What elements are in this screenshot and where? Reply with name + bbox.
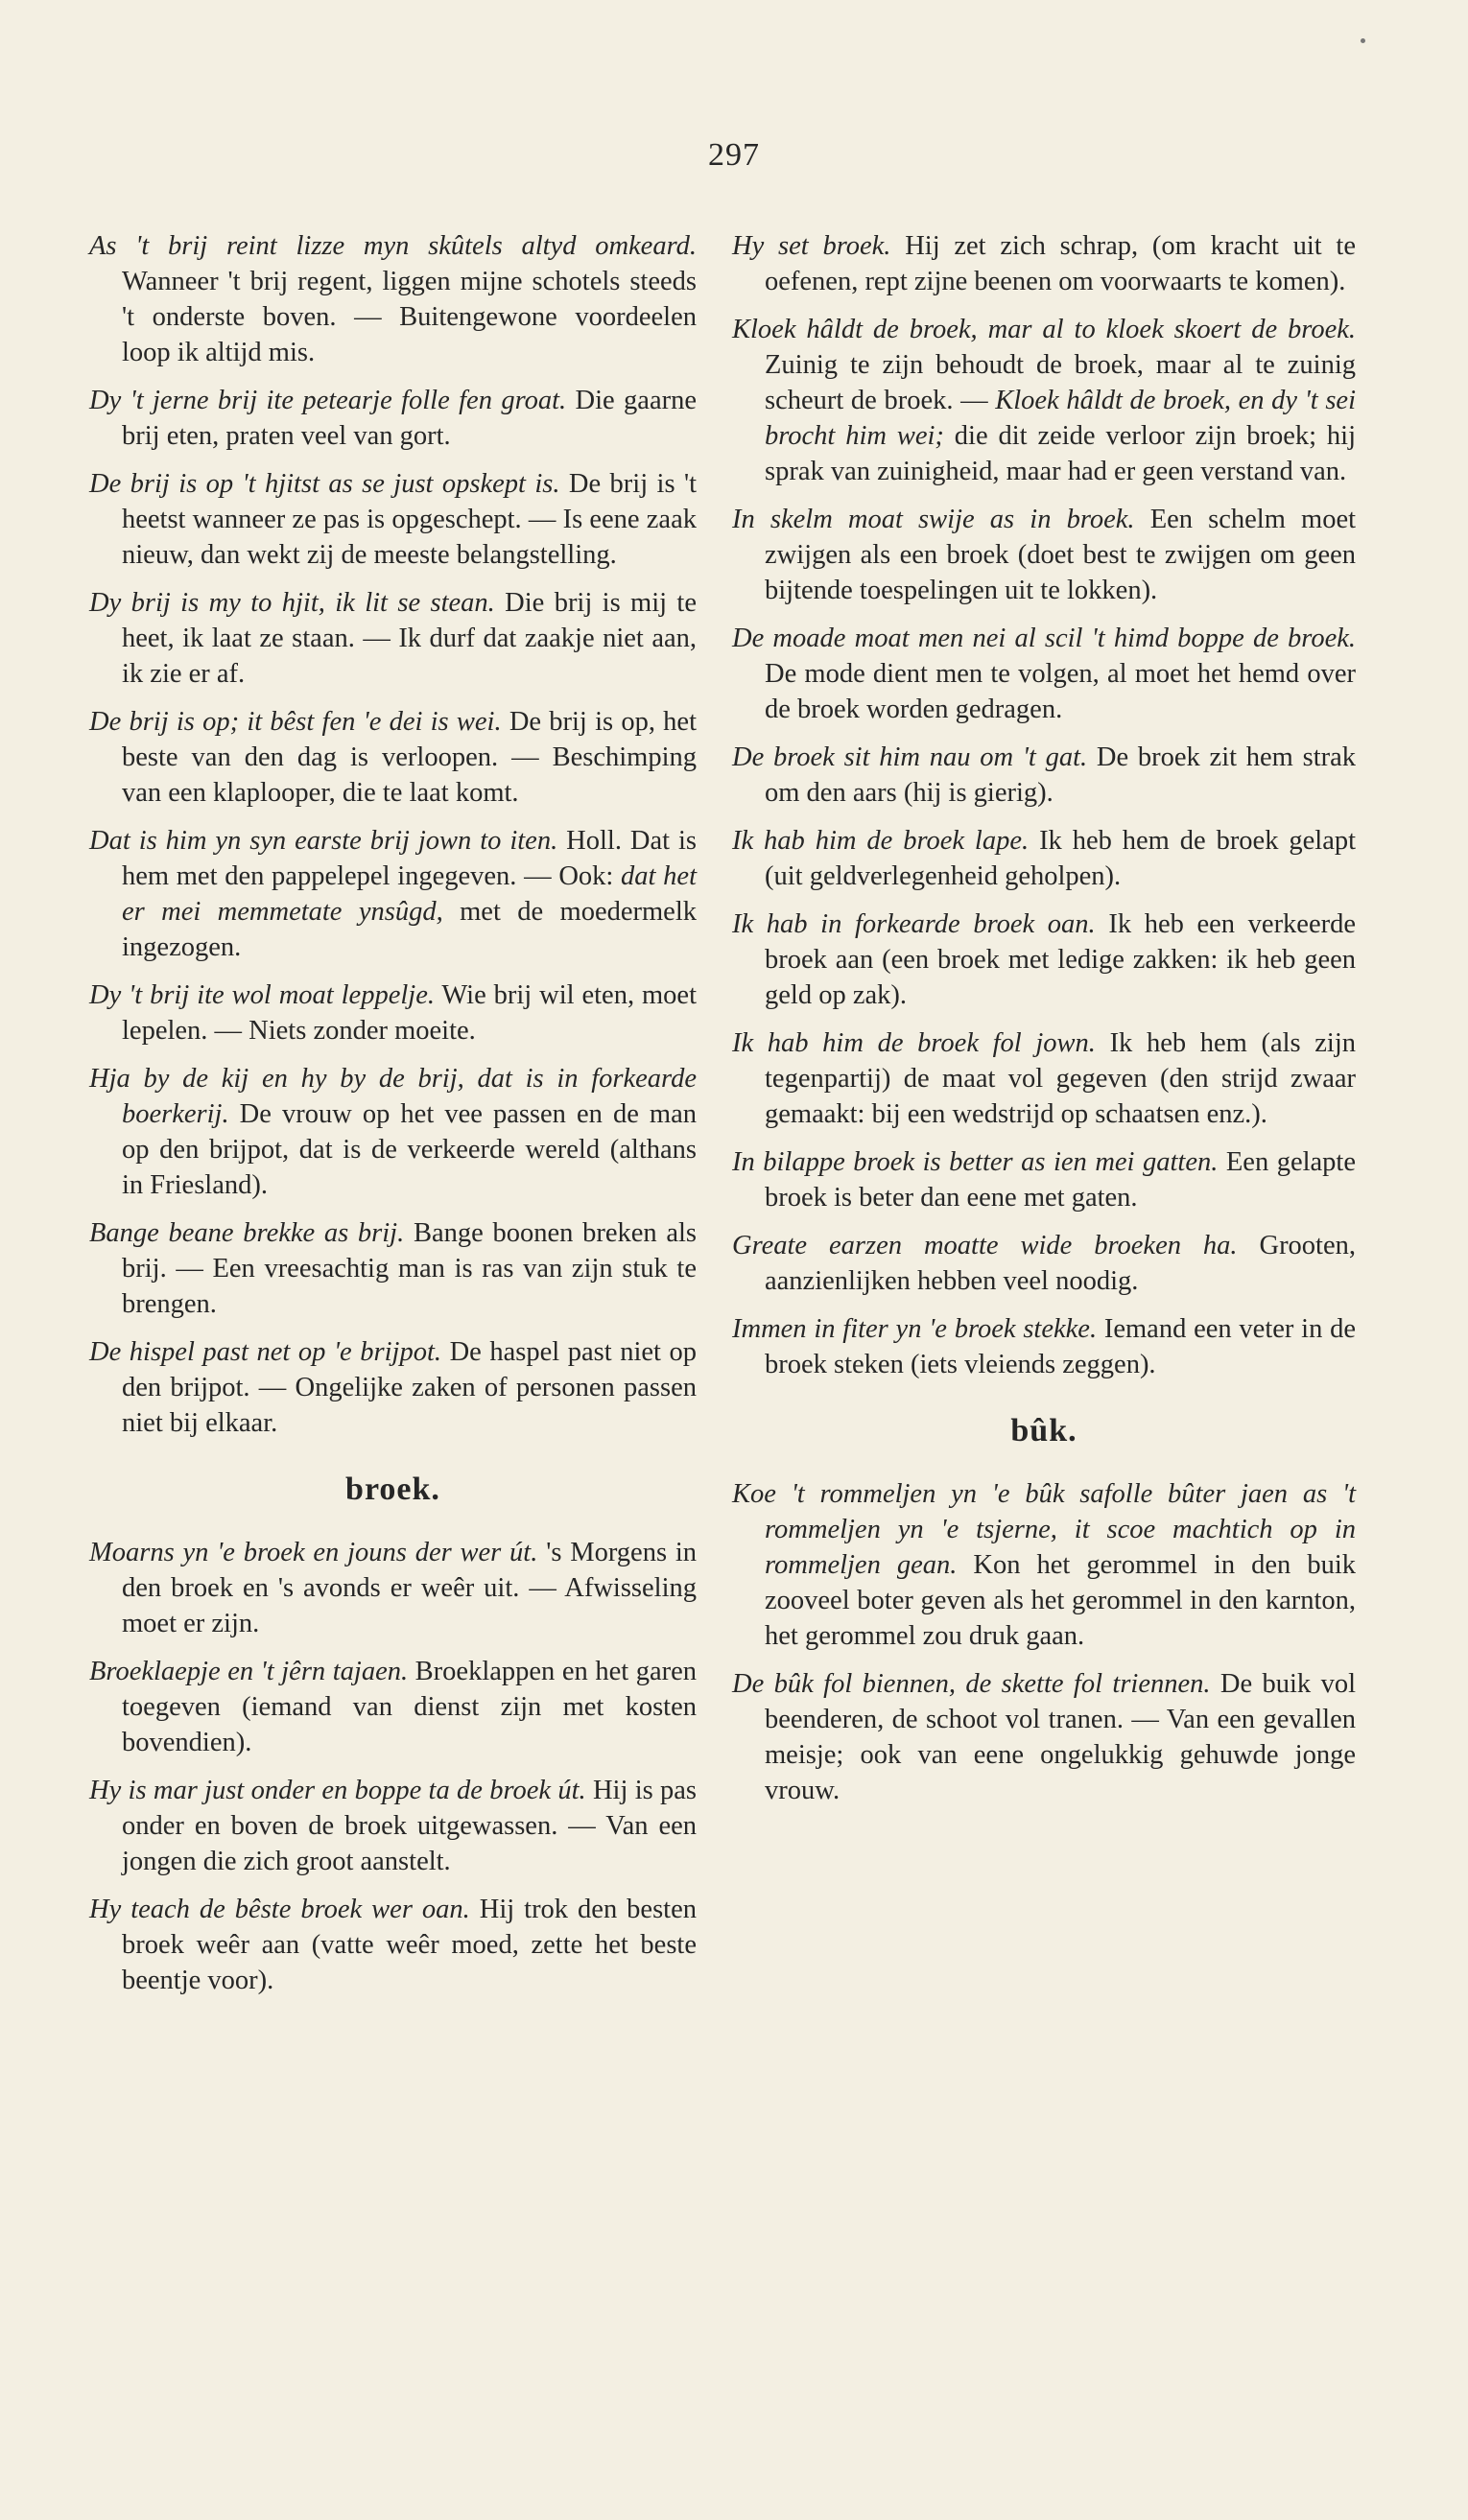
left-column bbox=[89, 228, 697, 2011]
proverb-variant-translation: die dit zeide verloor zijn broek; hij sprak van zuinigheid, maar had er geen verstand van. bbox=[765, 421, 1356, 486]
proverb-phrase: Hja by de kij en hy by de brij, dat is in forkearde boerkerij. bbox=[89, 1064, 697, 1129]
proverb-phrase: Koe 't rommeljen yn 'e bûk safolle bûter jaen as 't rommeljen yn 'e tsjerne, it scoe machtich op in rommeljen gean. bbox=[732, 1479, 1356, 1580]
proverb-translation: De broek zit hem strak om den aars (hij is gierig). bbox=[765, 742, 1357, 808]
proverb-entry bbox=[89, 1654, 697, 1760]
proverb-entry bbox=[732, 312, 1356, 489]
proverb-entry bbox=[732, 1311, 1356, 1382]
proverb-translation: Ik heb hem de broek gelapt (uit geldverlegenheid geholpen). bbox=[765, 826, 1357, 891]
proverb-phrase: Immen in fiter yn 'e broek stekke. bbox=[732, 1314, 1098, 1344]
proverb-entry bbox=[732, 823, 1356, 894]
proverb-entry bbox=[89, 1334, 697, 1441]
proverb-translation: Broeklappen en het garen toegeven (iemand van dienst zijn met kosten bovendien). bbox=[122, 1657, 698, 1757]
proverb-phrase: De brij is op 't hjitst as se just opskept is. bbox=[89, 469, 560, 499]
proverb-translation: Wanneer 't brij regent, liggen mijne schotels steeds 't onderste boven. — Buitengewone voordeelen loop ik altijd mis. bbox=[122, 267, 697, 367]
proverb-phrase: De moade moat men nei al scil 't himd boppe de broek. bbox=[732, 624, 1356, 653]
proverb-phrase: Dy brij is my to hjit, ik lit se stean. bbox=[89, 588, 495, 618]
proverb-entry bbox=[89, 466, 697, 573]
proverb-entry bbox=[89, 585, 697, 692]
proverb-phrase: Hy is mar just onder en boppe ta de broek út. bbox=[89, 1776, 586, 1805]
proverb-entry bbox=[89, 1215, 697, 1322]
proverb-phrase: As 't brij reint lizze myn skûtels altyd omkeard. bbox=[89, 231, 697, 261]
proverb-translation: Hij is pas onder en boven de broek uitgewassen. — Van een jongen die zich groot aanstelt. bbox=[122, 1776, 698, 1876]
proverb-entry bbox=[732, 1025, 1356, 1132]
proverb-phrase: Bange beane brekke as brij. bbox=[89, 1218, 405, 1248]
proverb-translation: Hij trok den besten broek weêr aan (vatte weêr moed, zette het beste beentje voor). bbox=[122, 1895, 697, 1995]
proverb-translation: De brij is 't heetst wanneer ze pas is opgeschept. — Is eene zaak nieuw, dan wekt zij de meeste belangstelling. bbox=[122, 469, 698, 570]
section-heading-buk: bûk. bbox=[1010, 1413, 1077, 1448]
proverb-translation: Iemand een veter in de broek steken (iets vleiends zeggen). bbox=[765, 1314, 1356, 1379]
proverb-phrase: In skelm moat swije as in broek. bbox=[732, 505, 1135, 534]
proverb-entry bbox=[89, 977, 697, 1048]
proverb-translation: Ik heb hem (als zijn tegenpartij) de maat vol gegeven (den strijd zwaar gemaakt: bij een wedstrijd op schaatsen enz.). bbox=[765, 1028, 1356, 1129]
proverb-entry bbox=[732, 621, 1356, 727]
corner-mark bbox=[1361, 38, 1365, 43]
proverb-translation: 's Morgens in den broek en 's avonds er weêr uit. — Afwisseling moet er zijn. bbox=[122, 1538, 698, 1638]
page-number: 297 bbox=[708, 137, 760, 173]
proverb-entry bbox=[89, 1061, 697, 1203]
proverb-entry bbox=[89, 383, 697, 454]
section-heading-broek: broek. bbox=[345, 1472, 440, 1507]
proverb-entry bbox=[89, 1892, 697, 1998]
proverb-entry bbox=[732, 228, 1356, 299]
proverb-translation: Een gelapte broek is beter dan eene met gaten. bbox=[765, 1147, 1357, 1213]
proverb-variant-phrase: dat het er mei memmetate ynsûgd, bbox=[122, 861, 697, 927]
proverb-entry bbox=[732, 740, 1356, 811]
proverb-phrase: De hispel past net op 'e brijpot. bbox=[89, 1337, 441, 1367]
proverb-phrase: Dy 't brij ite wol moat leppelje. bbox=[89, 980, 435, 1010]
proverb-entry bbox=[732, 1476, 1356, 1654]
proverb-phrase: In bilappe broek is better as ien mei gatten. bbox=[732, 1147, 1219, 1177]
proverb-variant-phrase: Kloek hâldt de broek, en dy 't sei brocht him wei; bbox=[765, 386, 1356, 451]
proverb-entry bbox=[732, 1228, 1356, 1299]
proverb-entry bbox=[732, 907, 1356, 1013]
right-column bbox=[732, 228, 1356, 1821]
proverb-translation: Die brij is mij te heet, ik laat ze staan. — Ik durf dat zaakje niet aan, ik zie er af. bbox=[122, 588, 698, 689]
proverb-entry bbox=[89, 704, 697, 811]
proverb-phrase: Ik hab him de broek lape. bbox=[732, 826, 1030, 856]
proverb-phrase: Ik hab in forkearde broek oan. bbox=[732, 909, 1096, 939]
proverb-translation: Bange boonen breken als brij. — Een vreesachtig man is ras van zijn stuk te brengen. bbox=[122, 1218, 697, 1319]
proverb-entry bbox=[89, 823, 697, 965]
proverb-entry bbox=[89, 1535, 697, 1641]
proverb-entry bbox=[732, 1666, 1356, 1808]
proverb-translation: Zuinig te zijn behoudt de broek, maar al te zuinig scheurt de broek. — bbox=[765, 350, 1356, 415]
proverb-variant-translation: met de moedermelk ingezogen. bbox=[122, 897, 697, 962]
proverb-phrase: Kloek hâldt de broek, mar al to kloek skoert de broek. bbox=[732, 315, 1356, 344]
proverb-translation: De mode dient men te volgen, al moet het hemd over de broek worden gedragen. bbox=[765, 659, 1356, 724]
proverb-phrase: Hy set broek. bbox=[732, 231, 891, 261]
proverb-translation: De vrouw op het vee passen en de man op den brijpot, dat is de verkeerde wereld (althans in Friesland). bbox=[122, 1099, 697, 1200]
proverb-phrase: Moarns yn 'e broek en jouns der wer út. bbox=[89, 1538, 538, 1567]
proverb-entry bbox=[732, 1144, 1356, 1215]
proverb-phrase: Dy 't jerne brij ite petearje folle fen groat. bbox=[89, 386, 567, 415]
proverb-phrase: Broeklaepje en 't jêrn tajaen. bbox=[89, 1657, 409, 1686]
proverb-translation: Wie brij wil eten, moet lepelen. — Niets zonder moeite. bbox=[122, 980, 697, 1046]
proverb-translation: De buik vol beenderen, de schoot vol tranen. — Van een gevallen meisje; ook van eene ongelukkig gehuwde jonge vrouw. bbox=[765, 1669, 1356, 1805]
proverb-translation: De haspel past niet op den brijpot. — Ongelijke zaken of personen passen niet bij elkaar. bbox=[122, 1337, 698, 1438]
proverb-entry bbox=[89, 228, 697, 370]
proverb-phrase: Dat is him yn syn earste brij jown to iten. bbox=[89, 826, 558, 856]
proverb-phrase: Ik hab him de broek fol jown. bbox=[732, 1028, 1096, 1058]
proverb-entry bbox=[89, 1773, 697, 1879]
proverb-translation: Hij zet zich schrap, (om kracht uit te oefenen, rept zijne beenen om voorwaarts te komen). bbox=[765, 231, 1356, 296]
proverb-phrase: De broek sit him nau om 't gat. bbox=[732, 742, 1088, 772]
proverb-phrase: De brij is op; it bêst fen 'e dei is wei. bbox=[89, 707, 502, 737]
proverb-phrase: De bûk fol biennen, de skette fol triennen. bbox=[732, 1669, 1211, 1699]
proverb-translation: Een schelm moet zwijgen als een broek (doet best te zwijgen om geen bijtende toespelingen uit te lokken). bbox=[765, 505, 1357, 605]
proverb-translation: Ik heb een verkeerde broek aan (een broek met ledige zakken: ik heb geen geld op zak). bbox=[765, 909, 1356, 1010]
proverb-translation: Die gaarne brij eten, praten veel van gort. bbox=[122, 386, 697, 451]
proverb-translation: Grooten, aanzienlijken hebben veel noodig. bbox=[765, 1231, 1356, 1296]
proverb-translation: Holl. Dat is hem met den pappelepel ingegeven. — Ook: bbox=[122, 826, 698, 891]
proverb-translation: De brij is op, het beste van den dag is verloopen. — Beschimping van een klaplooper, die te laat komt. bbox=[122, 707, 698, 808]
proverb-phrase: Hy teach de bêste broek wer oan. bbox=[89, 1895, 470, 1924]
proverb-entry bbox=[732, 502, 1356, 608]
proverb-phrase: Greate earzen moatte wide broeken ha. bbox=[732, 1231, 1238, 1260]
proverb-translation: Kon het gerommel in den buik zooveel boter geven als het gerommel in den karnton, het gerommel zou druk gaan. bbox=[765, 1550, 1356, 1651]
